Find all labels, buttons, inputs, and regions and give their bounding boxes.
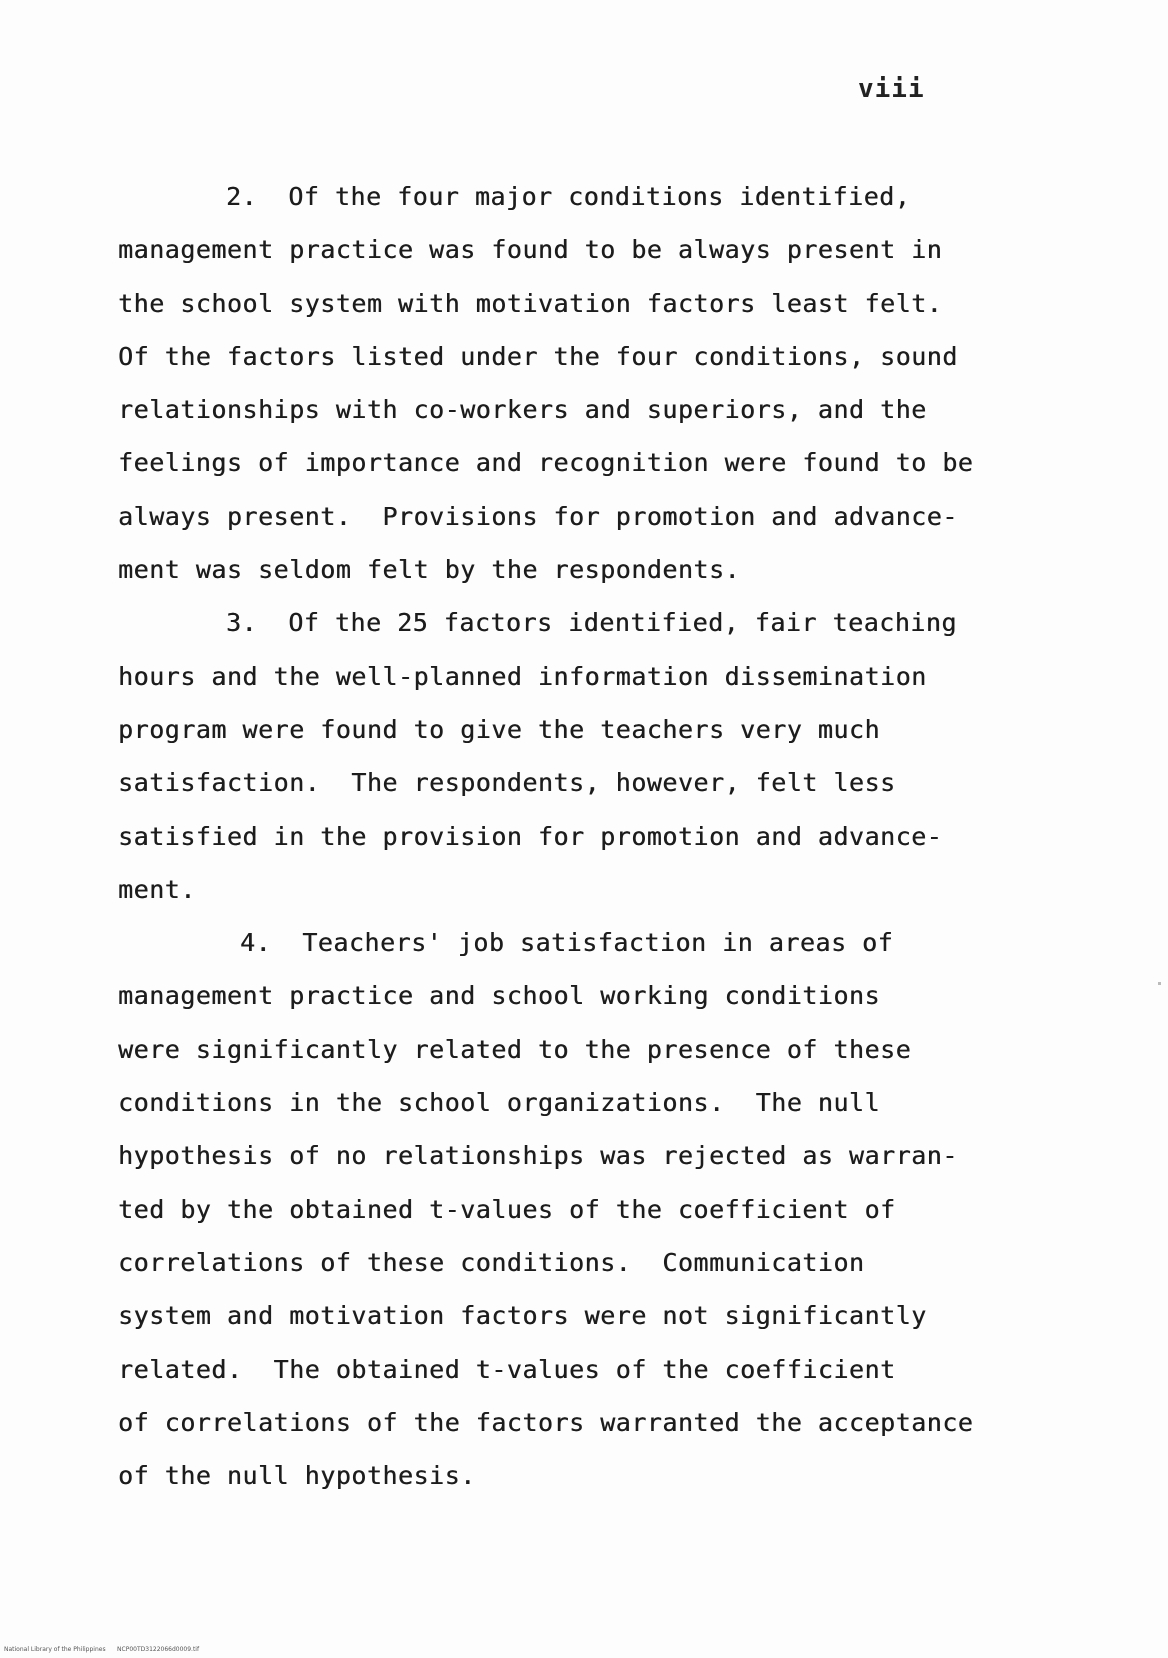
paragraph-2-line-8: ment was seldom felt by the respondents. xyxy=(118,555,741,585)
footer-library: National Library of the Philippines xyxy=(4,1646,106,1653)
paragraph-4-line-7: correlations of these conditions. Communication xyxy=(118,1247,865,1277)
paragraph-2-line-2: management practice was found to be always present in xyxy=(118,235,943,265)
paragraph-2-line-7: always present. Provisions for promotion and advance- xyxy=(118,501,958,531)
page-number: viii xyxy=(858,74,925,104)
paragraph-3-line-3: program were found to give the teachers very much xyxy=(118,714,881,744)
paragraph-4-line-5: hypothesis of no relationships was rejected as warran- xyxy=(118,1141,958,1171)
scan-speck xyxy=(1158,982,1161,985)
paragraph-3-line-5: satisfied in the provision for promotion and advance- xyxy=(118,821,943,851)
paragraph-3-line-6: ment. xyxy=(118,874,196,904)
paragraph-2-line-5: relationships with co-workers and superiors, and the xyxy=(118,395,927,425)
paragraph-4-line-1: 4. Teachers' job satisfaction in areas of xyxy=(240,928,894,958)
scan-footer xyxy=(4,1646,199,1653)
paragraph-4-line-8: system and motivation factors were not significantly xyxy=(118,1301,927,1331)
body-text xyxy=(118,170,1018,1502)
paragraph-3-line-4: satisfaction. The respondents, however, felt less xyxy=(118,768,896,798)
paragraph-2-line-1: 2. Of the four major conditions identified, xyxy=(226,182,911,211)
paragraph-4-line-4: conditions in the school organizations. The null xyxy=(118,1088,881,1118)
paragraph-4-line-9: related. The obtained t-values of the coefficient xyxy=(118,1354,896,1384)
paragraph-4-line-2: management practice and school working conditions xyxy=(118,981,881,1011)
footer-file-id: NCP00TD3122066d0009.tif xyxy=(117,1646,200,1653)
paragraph-2-line-6: feelings of importance and recognition were found to be xyxy=(118,448,974,478)
paragraph-4-line-10: of correlations of the factors warranted the acceptance xyxy=(118,1407,974,1437)
paragraph-2-line-4: Of the factors listed under the four conditions, sound xyxy=(118,341,958,371)
paragraph-4-line-11: of the null hypothesis. xyxy=(118,1461,476,1491)
paragraph-3-line-1: 3. Of the 25 factors identified, fair teaching xyxy=(226,608,957,638)
paragraph-2-line-3: the school system with motivation factors least felt. xyxy=(118,288,943,318)
paragraph-4-line-3: were significantly related to the presence of these xyxy=(118,1034,912,1064)
paragraph-3-line-2: hours and the well-planned information dissemination xyxy=(118,661,927,691)
paragraph-4-line-6: ted by the obtained t-values of the coefficient of xyxy=(118,1194,896,1224)
